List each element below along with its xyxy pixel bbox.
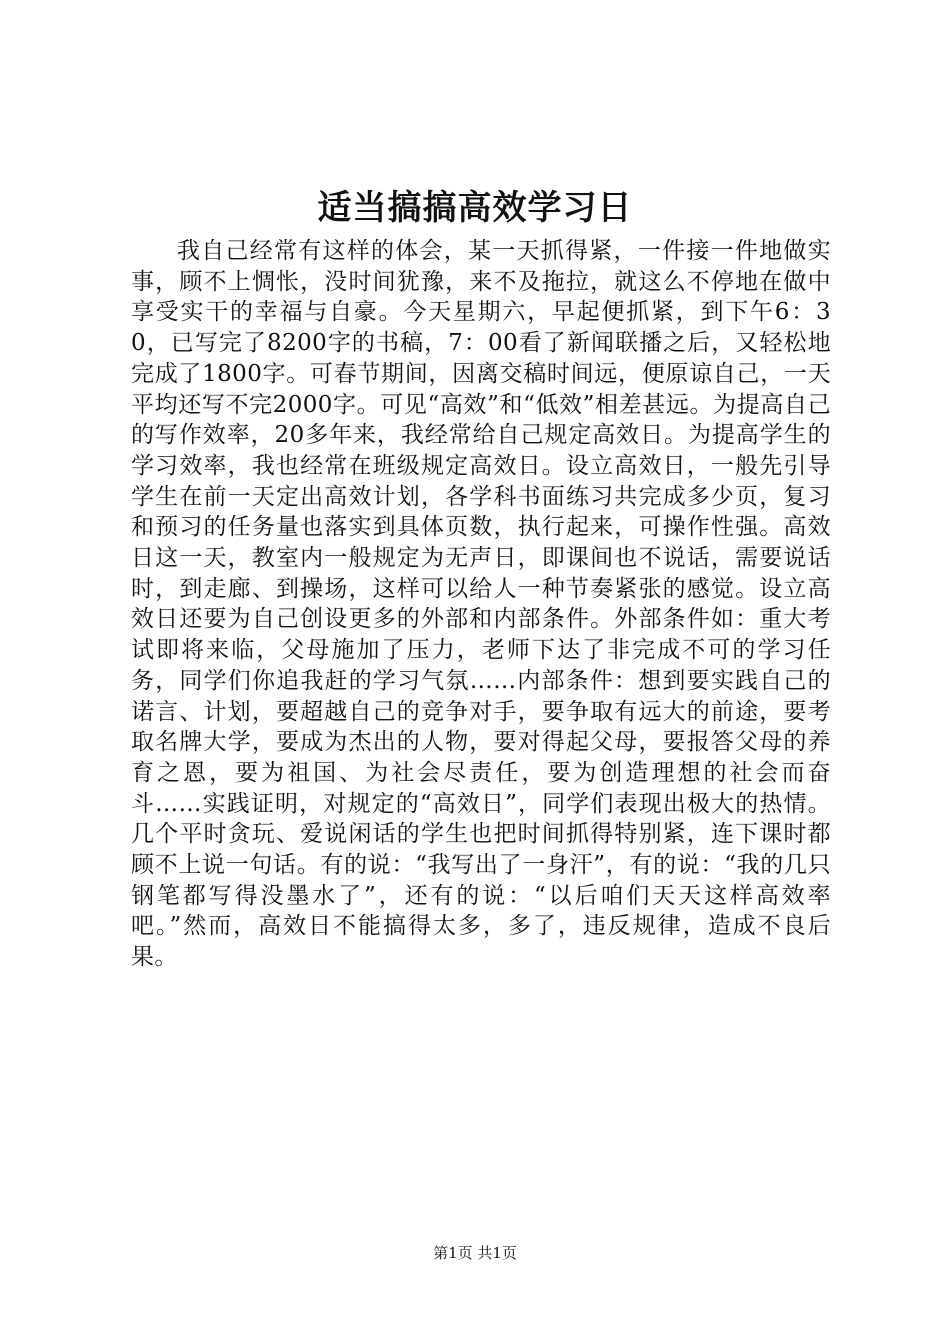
document-title: 适当搞搞高效学习日 xyxy=(317,188,633,228)
body-paragraph: 我自己经常有这样的体会，某一天抓得紧，一件接一件地做实事，顾不上惆怅，没时间犹豫，来不及拖拉，就这么不停地在做中享受实干的幸福与自豪。今天星期六，早起便抓紧，到下午6：30，已写完了8200字的书稿，7：00看了新闻联播之后，又轻松地完成了1800字。可春节期间，因离交稿时间远，便原谅自己，一天平均还写不完2000字。可见“高效”和“低效”相差甚远。为提高自己的写作效率，20多年来，我经常给自己规定高效日。为提高学生的学习效率，我也经常在班级规定高效日。设立高效日，一般先引导学生在前一天定出高效计划，各学科书面练习共完成多少页，复习和预习的任务量也落实到具体页数，执行起来，可操作性强。高效日这一天，教室内一般规定为无声日，即课间也不说话，需要说话时，到走廊、到操场，这样可以给人一种节奏紧张的感觉。设立高效日还要为自己创设更多的外部和内部条件。外部条件如：重大考试即将来临，父母施加了压力，老师下达了非完成不可的学习任务，同学们你追我赶的学习气氛……内部条件：想到要实践自己的诺言、计划，要超越自己的竞争对手，要争取有远大的前途，要考取名牌大学，要成为杰出的人物，要对得起父母，要报答父母的养育之恩，要为祖国、为社会尽责任，要为创造理想的社会而奋斗……实践证明，对规定的“高效日”，同学们表现出极大的热情。几个平时贪玩、爱说闲话的学生也把时间抓得特别紧，连下课时都顾不上说一句话。有的说：“我写出了一身汗”，有的说：“我的几只钢笔都写得没墨水了”，还有的说：“以后咱们天天这样高效率吧。”然而，高效日不能搞得太多，多了，违反规律，造成不良后果。 xyxy=(131,238,831,971)
page-number-footer: 第1页 共1页 xyxy=(433,1244,517,1262)
